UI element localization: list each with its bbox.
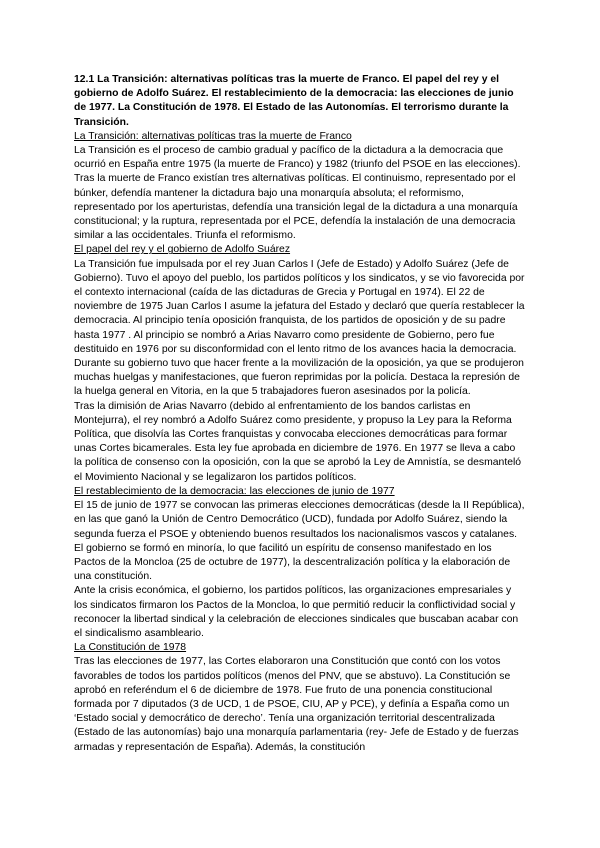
paragraph: La Transición fue impulsada por el rey Juan Carlos I (Jefe de Estado) y Adolfo Suárez (Jefe de Gobierno). Tuvo el apoyo del pueblo, los partidos políticos y los sindicatos, y se vio favorecida por el contexto internacional (caída de las dictaduras de Grecia y Portugal en 1974). El 22 de noviembre de 1975 Juan Carlos I asume la jefatura del Estado y declaró que quería restablecer la democracia. Al principio tenía oposición franquista, de los partidos de oposición y de su padre hasta 1977 . Al principio se nombró a Arias Navarro como presidente de Gobierno, pero fue destituido en 1976 por su disconformidad con el lento ritmo de los avances hacia la democracia. Durante su gobierno tuvo que hacer frente a la movilización de la oposición, ya que se produjeron muchas huelgas y manifestaciones, que fueron reprimidas por la policía. Destaca la represión de la huelga general en Vitoria, en la que 5 trabajadores fueron asesinados por la policía. — [74, 258, 525, 398]
section-heading-rey-suarez: El papel del rey y el gobierno de Adolfo Suárez — [74, 244, 291, 256]
paragraph: Ante la crisis económica, el gobierno, los partidos políticos, las organizaciones empresariales y los sindicatos firmaron los Pactos de la Moncloa, lo que permitió reducir la conflictividad social y reconocer la libertad sindical y la celebración de elecciones sindicales que buscaban acabar con el sindicalismo asambleario. — [74, 585, 519, 639]
section-heading-transicion: La Transición: alternativas políticas tras la muerte de Franco — [74, 130, 352, 142]
section-heading-constitucion-1978: La Constitución de 1978 — [74, 642, 187, 654]
paragraph: La Transición es el proceso de cambio gradual y pacífico de la dictadura a la democracia que ocurrió en España entre 1975 (la muerte de Franco) y 1982 (triunfo del PSOE en las elecciones). Tras la muerte de Franco existían tres alternativas políticas. El continuismo, representado por el búnker, defendía mantener la dictadura bajo una monarquía absoluta; el reformismo, representado por los aperturistas, defendía una transición legal de la dictadura a una monarquía constitucional; y la ruptura, representada por el PCE, defendía la instalación de una democracia similar a las occidentales. Triunfa el reformismo. — [74, 145, 521, 242]
paragraph: El 15 de junio de 1977 se convocan las primeras elecciones democráticas (desde la II República), en las que ganó la Unión de Centro Democrático (UCD), fundada por Adolfo Suárez, siendo la segunda fuerza el PSOE y obteniendo buenos resultados los nacionalismos vascos y catalanes. El gobierno se formó en minoría, lo que facilitó un espíritu de consenso manifestado en los Pactos de la Moncloa (25 de octubre de 1977), la descentralización política y la elaboración de una constitución. — [74, 500, 525, 583]
document-title: 12.1 La Transición: alternativas políticas tras la muerte de Franco. El papel del rey y el gobierno de Adolfo Suárez. El restablecimiento de la democracia: las elecciones de junio de 1977. La Constitución de 1978. El Estado de las Autonomías. El terrorismo durante la Transición. — [74, 74, 514, 128]
paragraph: Tras la dimisión de Arias Navarro (debido al enfrentamiento de los bandos carlistas en Montejurra), el rey nombró a Adolfo Suárez como presidente, y propuso la Ley para la Reforma Política, que disolvía las Cortes franquistas y convocaba elecciones democráticas para formar unas Cortes bicamerales. Esta ley fue aprobada en diciembre de 1976. En 1977 se lleva a cabo la política de consenso con la oposición, con la que se aprobó la Ley de Amnistía, se desmanteló el Movimiento Nacional y se legalizaron los partidos políticos. — [74, 400, 522, 483]
section-heading-elecciones-1977: El restablecimiento de la democracia: las elecciones de junio de 1977 — [74, 485, 395, 497]
paragraph: Tras las elecciones de 1977, las Cortes elaboraron una Constitución que contó con los votos favorables de todos los partidos políticos (menos del PNV, que se abstuvo). La Constitución se aprobó en referéndum el 6 de diciembre de 1978. Fue fruto de una ponencia constitucional formada por 7 diputados (3 de UCD, 1 de PSOE, CIU, AP y PCE), y definía a España como un ‘Estado social y democrático de derecho’. Tenía una organización territorial descentralizada (Estado de las autonomías) bajo una monarquía parlamentaria (rey- Jefe de Estado y de fuerzas armadas y representación de España). Además, la constitución — [74, 656, 519, 753]
